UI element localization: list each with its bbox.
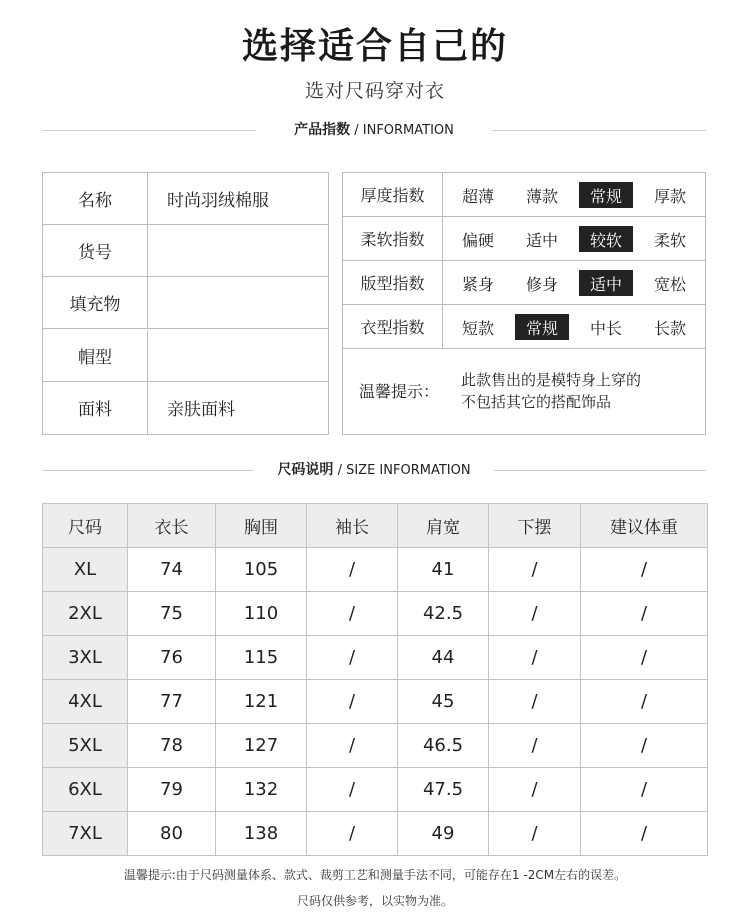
index-row xyxy=(343,305,705,349)
index-option: 中长 xyxy=(589,318,622,338)
index-label: 衣型指数 xyxy=(343,305,443,348)
table-cell: 42.5 xyxy=(398,592,489,636)
index-row xyxy=(343,173,705,217)
section-header-size xyxy=(42,459,706,481)
table-cell: 76 xyxy=(128,636,216,680)
table-cell: 110 xyxy=(216,592,307,636)
size-label-cell: 5XL xyxy=(43,724,128,768)
product-info-table xyxy=(42,172,329,435)
table-row xyxy=(43,768,708,812)
table-cell: / xyxy=(581,592,708,636)
product-info-value: 亲肤面料 xyxy=(167,400,235,421)
table-cell: / xyxy=(307,768,398,812)
table-cell: / xyxy=(307,724,398,768)
size-table-header-cell: 肩宽 xyxy=(398,504,489,548)
table-row xyxy=(43,724,708,768)
table-cell: / xyxy=(307,680,398,724)
size-label-cell: 2XL xyxy=(43,592,128,636)
index-row xyxy=(343,217,705,261)
table-cell: 77 xyxy=(128,680,216,724)
table-row xyxy=(43,812,708,856)
index-option-selected: 常规 xyxy=(579,182,633,208)
size-label-cell: 6XL xyxy=(43,768,128,812)
size-table xyxy=(42,503,708,856)
index-option: 超薄 xyxy=(461,186,494,206)
index-option: 宽松 xyxy=(653,274,686,294)
section-title-cn: 尺码说明 xyxy=(277,462,334,478)
page-subtitle: 选对尺码穿对衣 xyxy=(304,80,445,102)
index-row xyxy=(343,261,705,305)
table-cell: 46.5 xyxy=(398,724,489,768)
product-index-table xyxy=(342,172,706,435)
table-cell: 79 xyxy=(128,768,216,812)
size-label-cell: 4XL xyxy=(43,680,128,724)
table-cell: / xyxy=(307,592,398,636)
table-cell: 132 xyxy=(216,768,307,812)
tips-label: 温馨提示： xyxy=(359,382,440,401)
product-info-label: 填充物 xyxy=(43,277,148,328)
footer-note-2: 尺码仅供参考，以实物为准。 xyxy=(296,894,453,908)
footer-note: 温馨提示:由于尺码测量体系、款式、裁剪工艺和测量手法不同，可能存在1 -2CM左右的误差。 xyxy=(123,868,627,882)
table-cell: / xyxy=(489,592,581,636)
page-title: 选择适合自己的 xyxy=(241,26,508,67)
table-cell: 105 xyxy=(216,548,307,592)
index-option-selected: 较软 xyxy=(579,226,633,252)
table-row xyxy=(43,636,708,680)
index-option: 薄款 xyxy=(525,186,558,206)
size-label-cell: 3XL xyxy=(43,636,128,680)
table-cell: / xyxy=(489,548,581,592)
table-cell: / xyxy=(581,768,708,812)
table-cell: 78 xyxy=(128,724,216,768)
section-title-en: / SIZE INFORMATION xyxy=(333,463,471,478)
size-table-header-cell: 胸围 xyxy=(216,504,307,548)
table-cell: / xyxy=(581,724,708,768)
index-label: 柔软指数 xyxy=(343,217,443,260)
table-row xyxy=(43,592,708,636)
table-cell: 115 xyxy=(216,636,307,680)
table-cell: / xyxy=(489,680,581,724)
size-table-header-cell: 尺码 xyxy=(43,504,128,548)
table-row xyxy=(43,680,708,724)
index-option: 修身 xyxy=(525,274,558,294)
index-label: 版型指数 xyxy=(343,261,443,304)
table-cell: / xyxy=(307,548,398,592)
table-cell: 138 xyxy=(216,812,307,856)
table-cell: / xyxy=(489,812,581,856)
index-option: 紧身 xyxy=(461,274,494,294)
table-cell: / xyxy=(489,636,581,680)
product-info-row xyxy=(43,330,328,382)
table-cell: 121 xyxy=(216,680,307,724)
table-cell: 127 xyxy=(216,724,307,768)
size-label-cell: XL xyxy=(43,548,128,592)
product-info-row xyxy=(43,225,328,277)
product-info-label: 帽型 xyxy=(43,330,148,381)
product-info-label: 面料 xyxy=(43,382,148,434)
table-cell: 74 xyxy=(128,548,216,592)
table-cell: 47.5 xyxy=(398,768,489,812)
table-cell: / xyxy=(581,680,708,724)
table-cell: 80 xyxy=(128,812,216,856)
table-cell: / xyxy=(489,724,581,768)
index-label: 厚度指数 xyxy=(343,173,443,216)
index-option: 适中 xyxy=(525,230,558,250)
table-cell: 75 xyxy=(128,592,216,636)
section-title-en: / INFORMATION xyxy=(350,123,454,138)
tips-line-1: 此款售出的是模特身上穿的 xyxy=(461,371,642,389)
size-table-header-cell: 建议体重 xyxy=(581,504,708,548)
size-label-cell: 7XL xyxy=(43,812,128,856)
table-cell: / xyxy=(307,636,398,680)
table-row xyxy=(43,548,708,592)
index-option-selected: 适中 xyxy=(579,270,633,296)
table-cell: 49 xyxy=(398,812,489,856)
product-info-label: 货号 xyxy=(43,225,148,276)
table-cell: 44 xyxy=(398,636,489,680)
size-table-header-cell: 下摆 xyxy=(489,504,581,548)
table-cell: / xyxy=(307,812,398,856)
size-table-header-cell: 衣长 xyxy=(128,504,216,548)
product-info-row xyxy=(43,173,328,225)
index-option: 厚款 xyxy=(653,186,686,206)
index-option: 长款 xyxy=(653,318,686,338)
product-info-row xyxy=(43,277,328,329)
index-option: 偏硬 xyxy=(461,230,494,250)
table-cell: / xyxy=(489,768,581,812)
tips-text xyxy=(461,369,641,413)
table-cell: / xyxy=(581,548,708,592)
size-table-header-cell: 袖长 xyxy=(307,504,398,548)
product-info-row xyxy=(43,382,328,434)
index-option-selected: 常规 xyxy=(515,314,569,340)
table-cell: / xyxy=(581,812,708,856)
size-table-header xyxy=(43,504,708,548)
index-option: 短款 xyxy=(461,318,494,338)
product-info-value: 时尚羽绒棉服 xyxy=(167,191,269,211)
index-option: 柔软 xyxy=(653,230,686,250)
product-info-label: 名称 xyxy=(43,173,148,224)
table-cell: 45 xyxy=(398,680,489,724)
table-cell: / xyxy=(581,636,708,680)
tips-line-2: 不包括其它的搭配饰品 xyxy=(461,393,612,411)
section-header-product xyxy=(42,119,706,141)
table-cell: 41 xyxy=(398,548,489,592)
section-title-cn: 产品指数 xyxy=(294,122,351,138)
